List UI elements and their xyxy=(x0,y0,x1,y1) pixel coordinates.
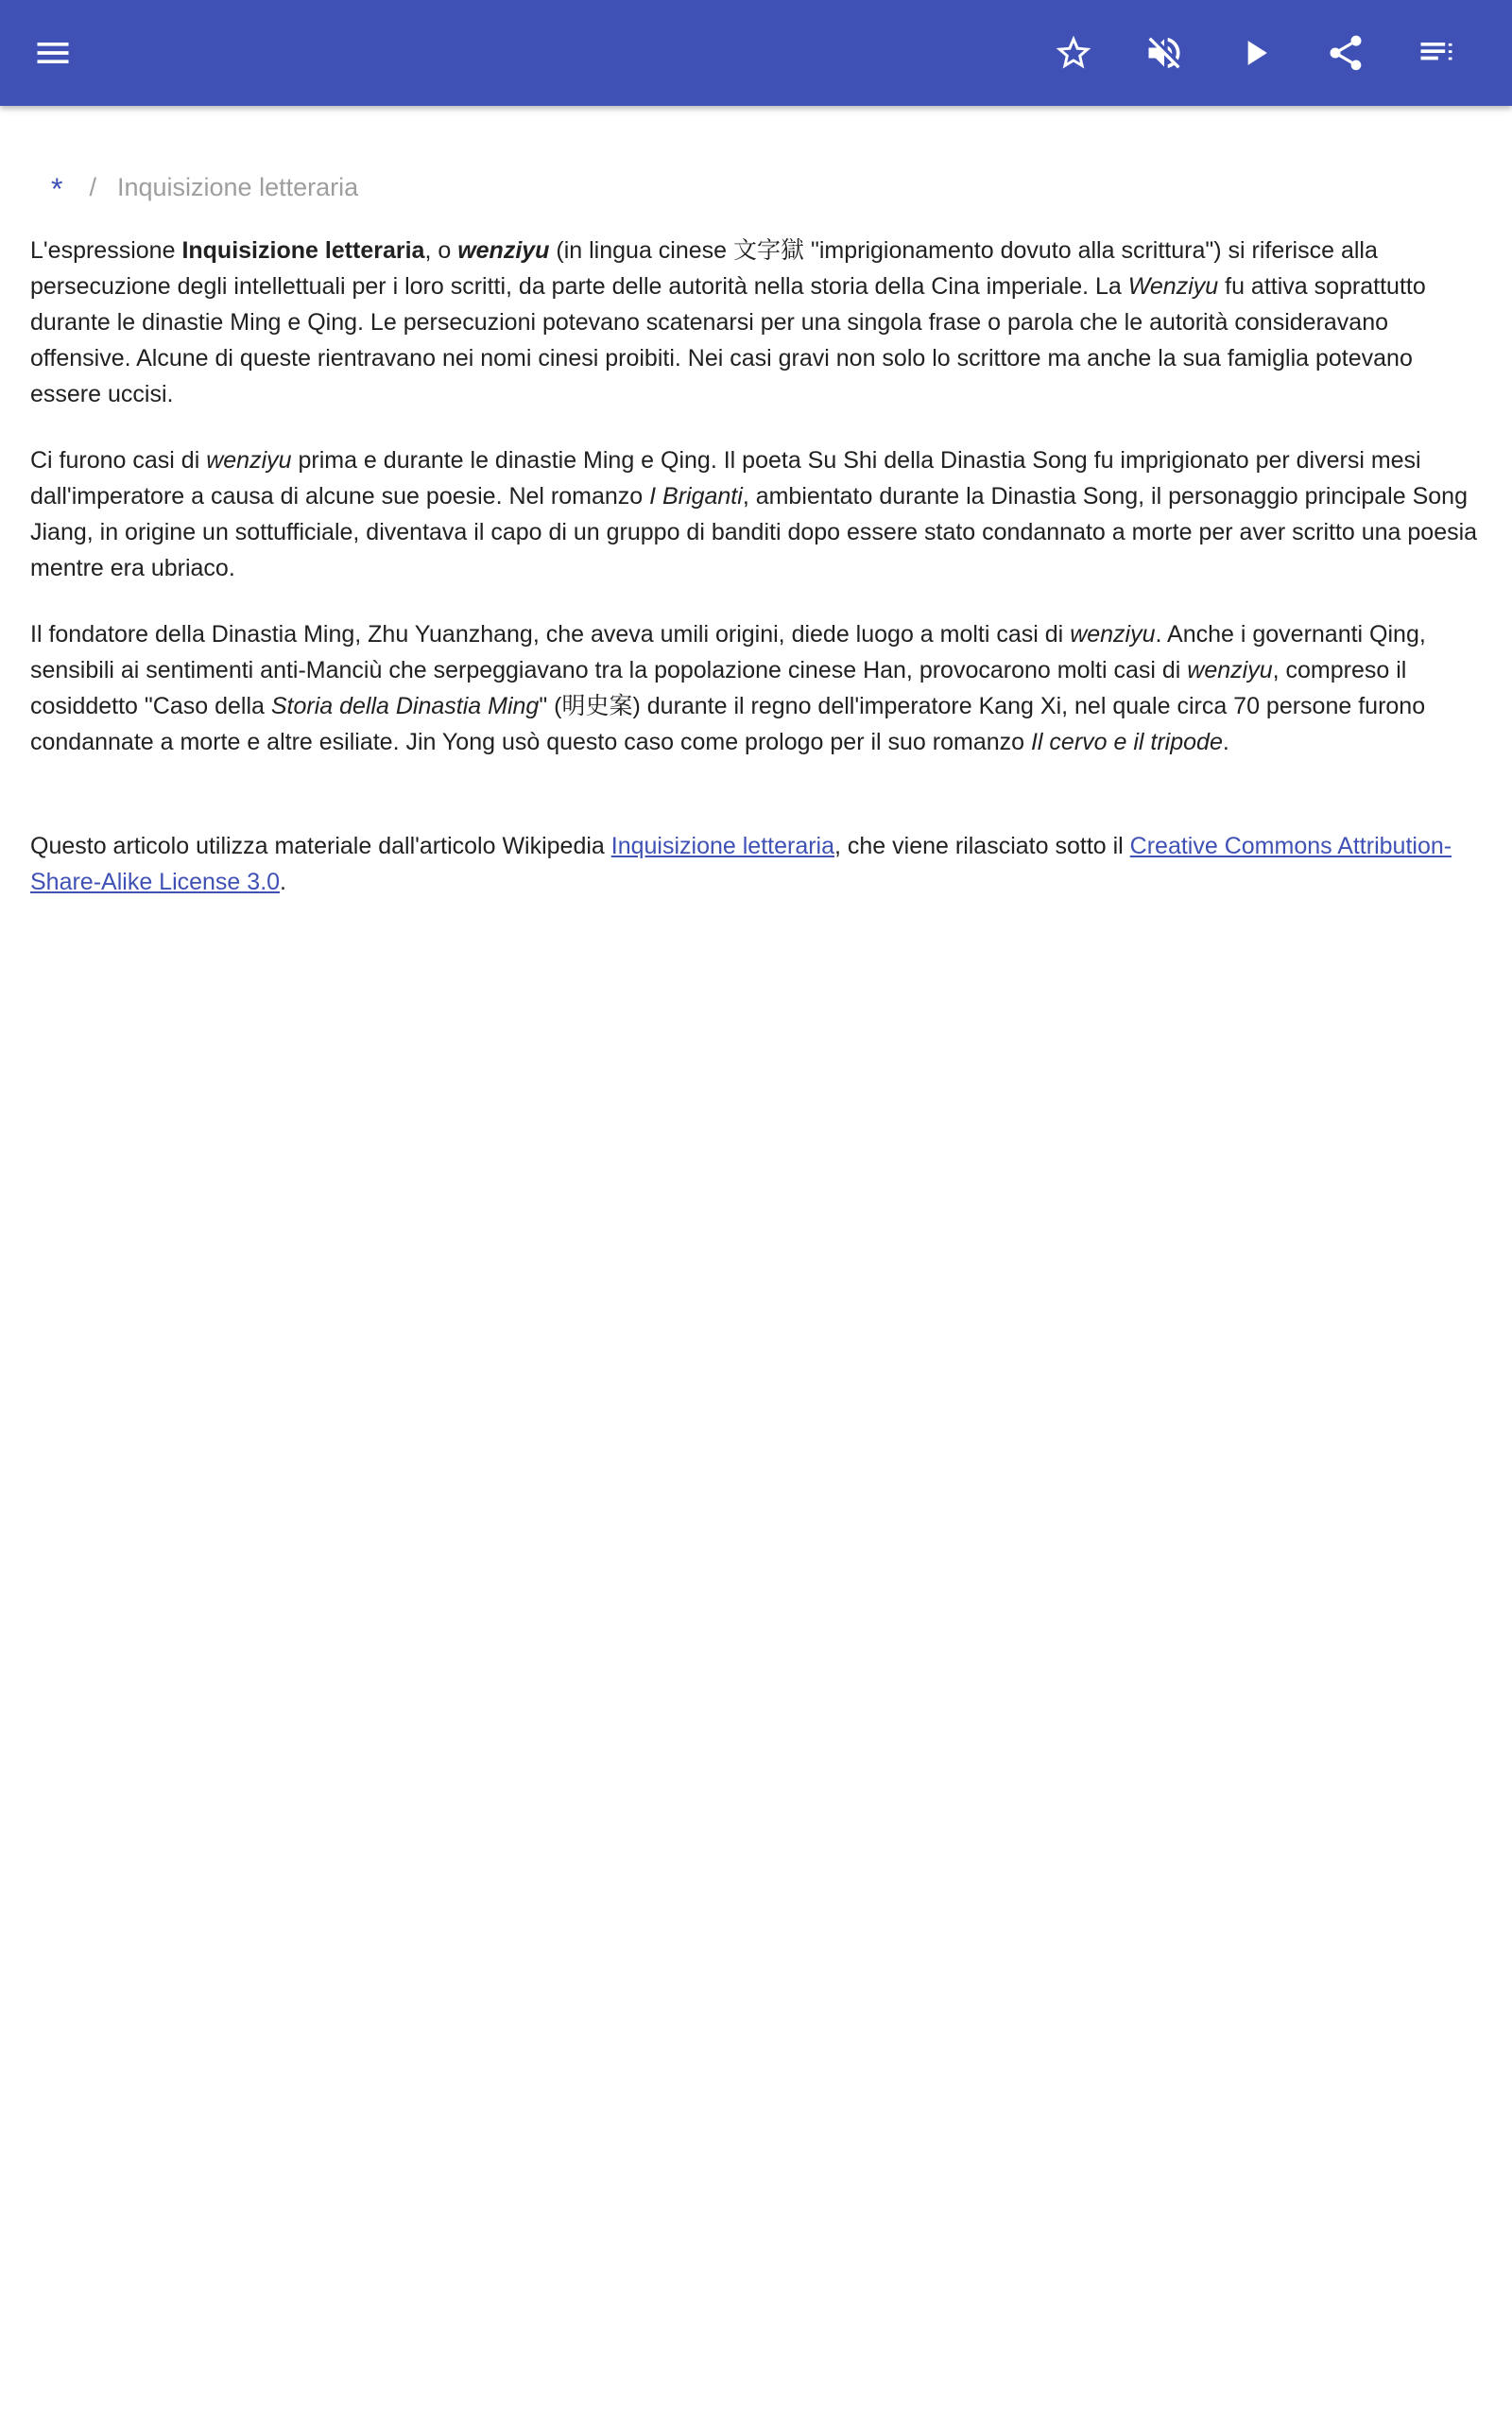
text: prima e durante le dinastie Ming e Qing. Il poeta Su Shi della Dinastia Song fu imprigionato per diversi mesi dall'imperatore a causa di alcune sue poesie. Nel romanzo xyxy=(30,447,1421,510)
text: " (明史案) durante il regno dell'imperatore Kang Xi, nel quale circa 70 persone furono condannate a morte e altre esiliate. Jin Yong usò questo caso come prologo per il suo romanzo xyxy=(30,693,1426,755)
italic-term: I Briganti xyxy=(649,483,743,510)
license-link[interactable]: Creative Commons Attribution-Share-Alike License 3.0 xyxy=(30,833,1452,895)
text: Ci furono casi di xyxy=(30,447,207,474)
text: . xyxy=(1222,729,1229,755)
wikipedia-article-link[interactable]: Inquisizione letteraria xyxy=(610,833,835,859)
text: , o xyxy=(424,237,458,264)
playlist-icon[interactable] xyxy=(1406,23,1467,83)
article-paragraph-3 xyxy=(30,616,1482,760)
text: , ambientato durante la Dinastia Song, il personaggio principale Song Jiang, in origine un sottufficiale, diventava il capo di un gruppo di banditi dopo essere stato condannato a morte per aver scritto una poesia mentre era ubriaco. xyxy=(30,483,1478,581)
breadcrumb xyxy=(51,166,1482,208)
text: , che viene rilasciato sotto il xyxy=(834,833,1130,859)
text: , compreso il cosiddetto "Caso della xyxy=(30,657,1407,719)
article-paragraph-2 xyxy=(30,442,1482,586)
share-icon[interactable] xyxy=(1315,23,1376,83)
text: Il fondatore della Dinastia Ming, Zhu Yuanzhang, che aveva umili origini, diede luogo a molti casi di xyxy=(30,621,1071,648)
italic-term: wenziyu xyxy=(206,447,292,474)
text: fu attiva soprattutto durante le dinastie Ming e Qing. Le persecuzioni potevano scatenarsi per una singola frase o parola che le autorità consideravano offensive. Alcune di queste rientravano nei nomi cinesi proibiti. Nei casi gravi non solo lo scrittore ma anche la sua famiglia potevano essere uccisi. xyxy=(30,273,1426,407)
italic-term: wenziyu xyxy=(1187,657,1273,683)
bold-term: Inquisizione letteraria xyxy=(181,237,425,264)
play-icon[interactable] xyxy=(1225,23,1285,83)
text: (in lingua cinese 文字獄 "imprigionamento dovuto alla scrittura") si riferisce alla persecuzione degli intellettuali per i loro scritti, da parte delle autorità nella storia della Cina imperiale. La xyxy=(30,237,1378,300)
article-content xyxy=(30,166,1482,930)
breadcrumb-current: Inquisizione letteraria xyxy=(116,173,359,201)
italic-term: Storia della Dinastia Ming xyxy=(270,693,540,719)
italic-term: wenziyu xyxy=(1070,621,1156,648)
menu-icon[interactable] xyxy=(23,23,83,83)
text: Questo articolo utilizza materiale dall'articolo Wikipedia xyxy=(30,833,611,859)
article-paragraph-1 xyxy=(30,233,1482,412)
app-bar xyxy=(0,0,1512,106)
italic-term: Wenziyu xyxy=(1127,273,1219,300)
breadcrumb-separator: / xyxy=(89,173,96,201)
text: L'espressione xyxy=(30,237,182,264)
star-outline-icon[interactable] xyxy=(1043,23,1104,83)
volume-off-icon[interactable] xyxy=(1134,23,1194,83)
breadcrumb-home-link[interactable]: * xyxy=(51,171,63,206)
attribution-paragraph xyxy=(30,828,1482,900)
bold-italic-term: wenziyu xyxy=(457,237,550,264)
italic-term: Il cervo e il tripode xyxy=(1030,729,1223,755)
text: . xyxy=(280,869,286,895)
text: . Anche i governanti Qing, sensibili ai sentimenti anti-Manciù che serpeggiavano tra la popolazione cinese Han, provocarono molti casi di xyxy=(30,621,1426,683)
